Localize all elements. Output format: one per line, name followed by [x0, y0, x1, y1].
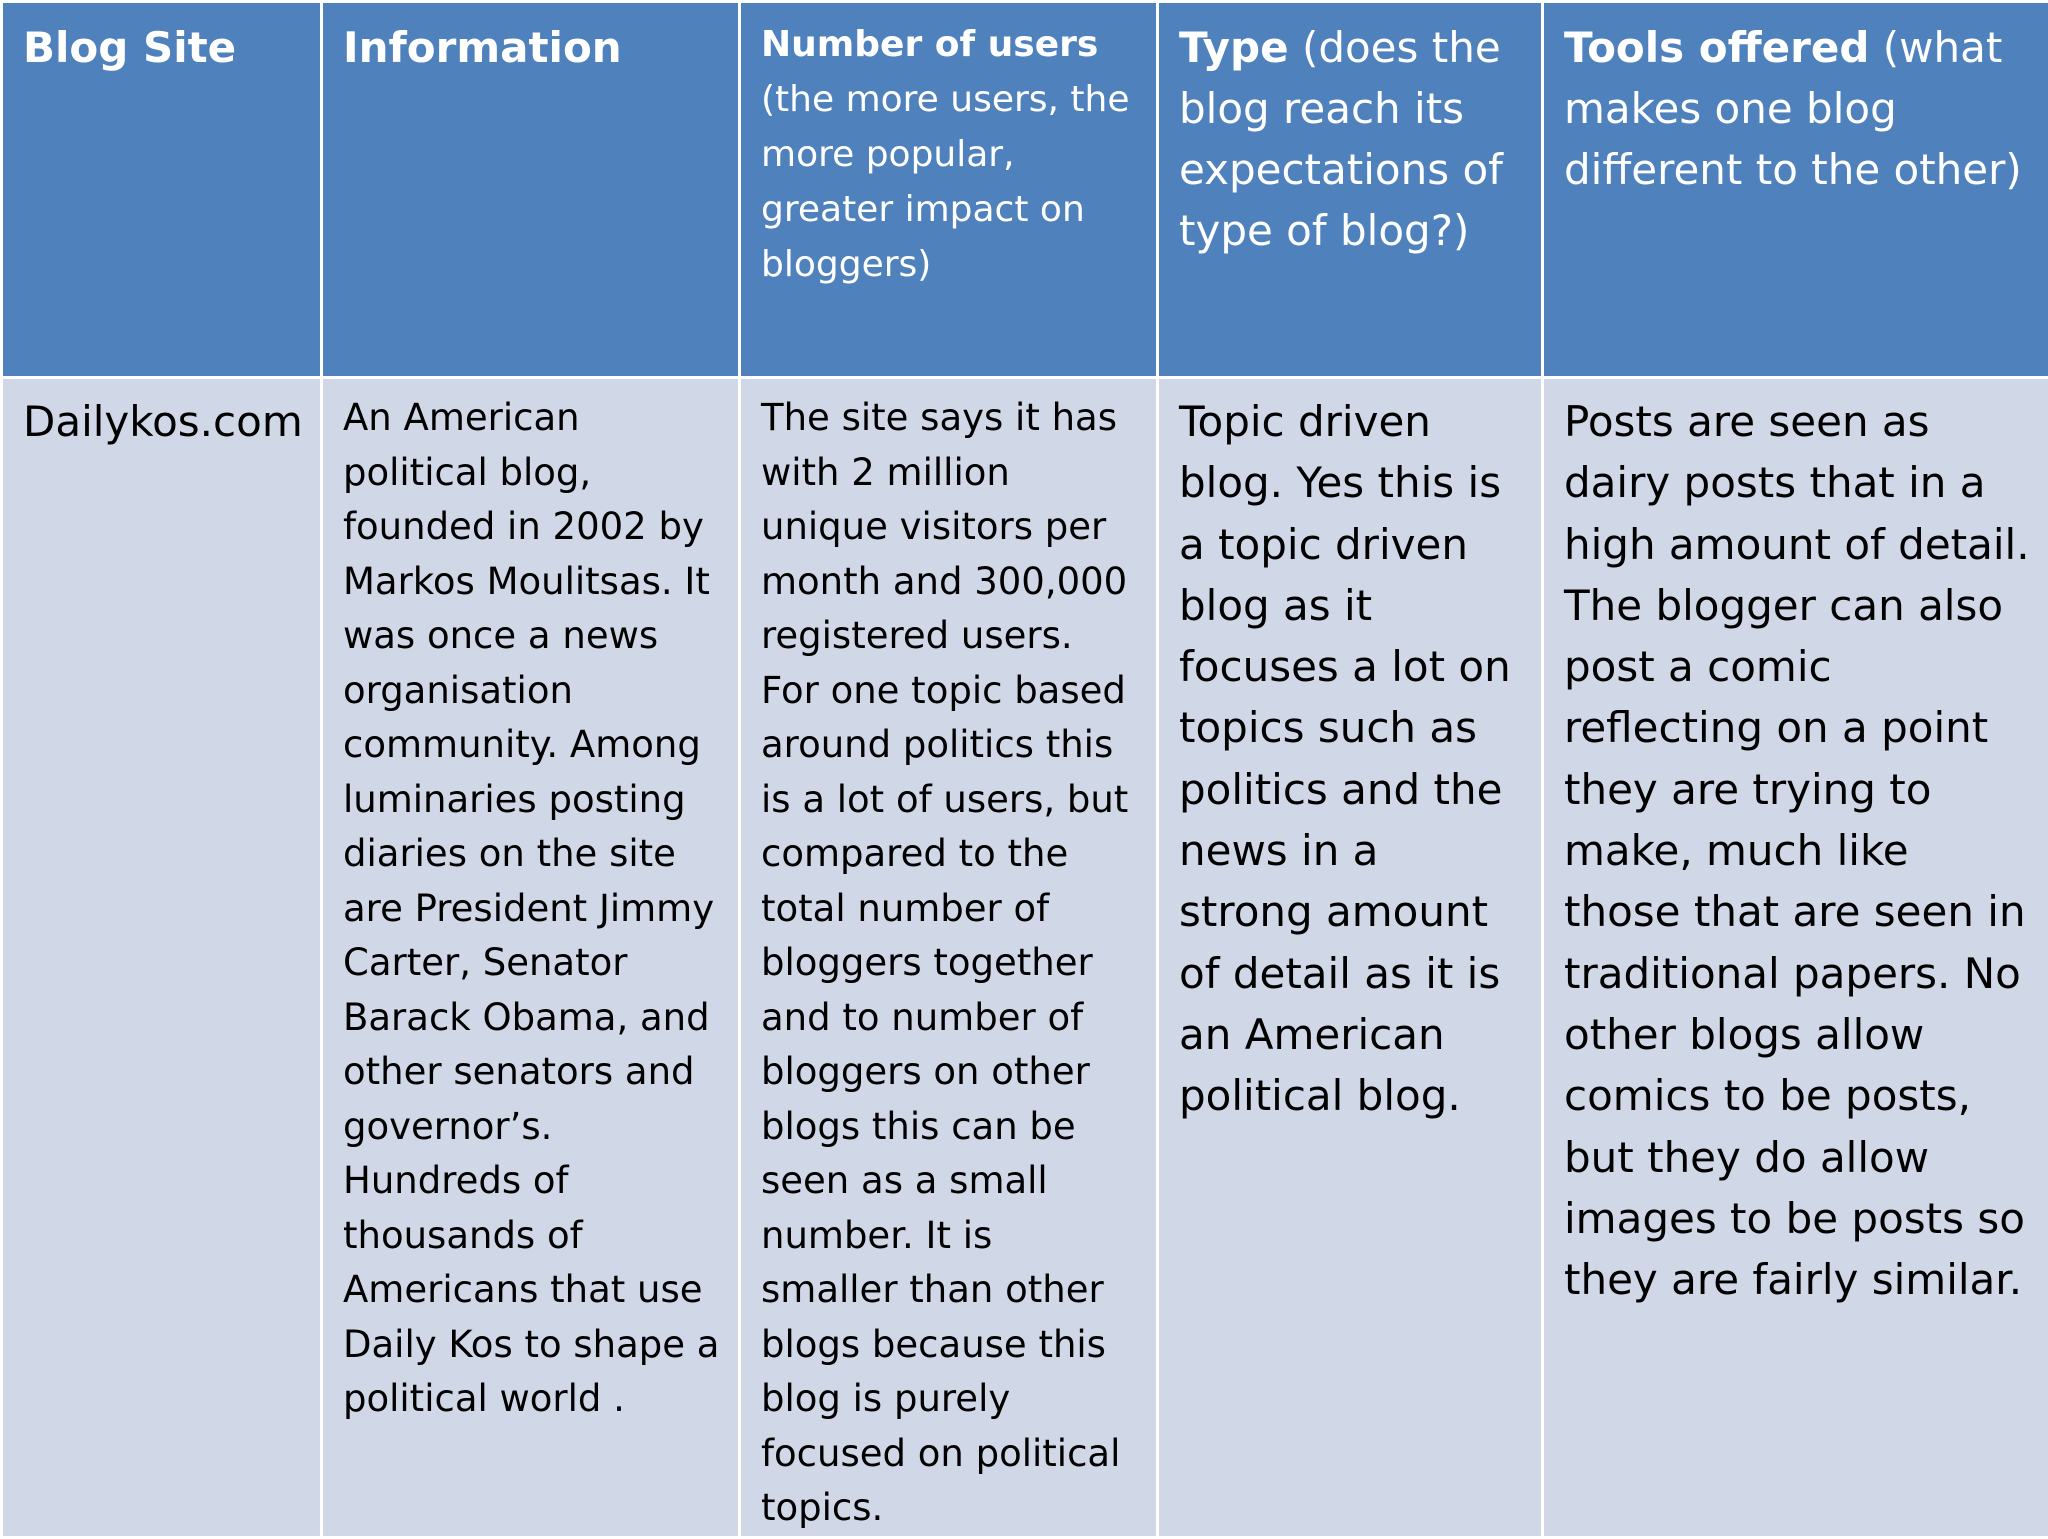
header-tools-note: (what makes one blog different to the other)	[1564, 23, 2022, 194]
cell-number-of-users	[741, 379, 1156, 1536]
header-number-of-users	[741, 3, 1156, 376]
header-blog-site	[3, 3, 320, 376]
blog-site-value: Dailykos.com	[23, 397, 303, 446]
users-value: The site says it has with 2 million unique visitors per month and 300,000 registered users. For one topic based around politics this is a lot of users, but compared to the total number of bloggers together and to number of bloggers on other blogs this can be seen as a small number. It is smaller than other blogs because this blog is purely focused on political topics.	[761, 396, 1129, 1529]
information-value: An American political blog, founded in 2002 by Markos Moulitsas. It was once a news organisation community. Among luminaries posting diaries on the site are President Jimmy Carter, Senator Barack Obama, and other senators and governor’s. Hundreds of thousands of Americans that use Daily Kos to shape a political world .	[343, 396, 720, 1420]
header-type-note: (does the blog reach its expectations of type of blog?)	[1179, 23, 1503, 255]
cell-type	[1159, 379, 1541, 1536]
header-tools-offered	[1544, 3, 2048, 376]
table-header-row	[3, 3, 2048, 376]
header-tools-bold: Tools offered	[1564, 23, 1870, 72]
tools-value: Posts are seen as dairy posts that in a high amount of detail. The blogger can also post a comic reflecting on a point they are trying to make, much like those that are seen in traditional papers. No other blogs allow comics to be posts, but they do allow images to be posts so they are fairly similar.	[1564, 397, 2030, 1305]
header-blog-site-label: Blog Site	[23, 23, 237, 72]
cell-blog-site	[3, 379, 320, 1536]
table-row	[3, 379, 2048, 1536]
cell-information	[323, 379, 738, 1536]
cell-tools-offered	[1544, 379, 2048, 1536]
header-users-note: (the more users, the more popular, greater impact on bloggers)	[761, 79, 1130, 285]
header-type	[1159, 3, 1541, 376]
header-users-bold: Number of users	[761, 24, 1099, 65]
type-value: Topic driven blog. Yes this is a topic driven blog as it focuses a lot on topics such as politics and the news in a strong amount of detail as it is an American political blog.	[1179, 397, 1511, 1121]
header-type-bold: Type	[1179, 23, 1289, 72]
header-information-label: Information	[343, 23, 622, 72]
header-information	[323, 3, 738, 376]
